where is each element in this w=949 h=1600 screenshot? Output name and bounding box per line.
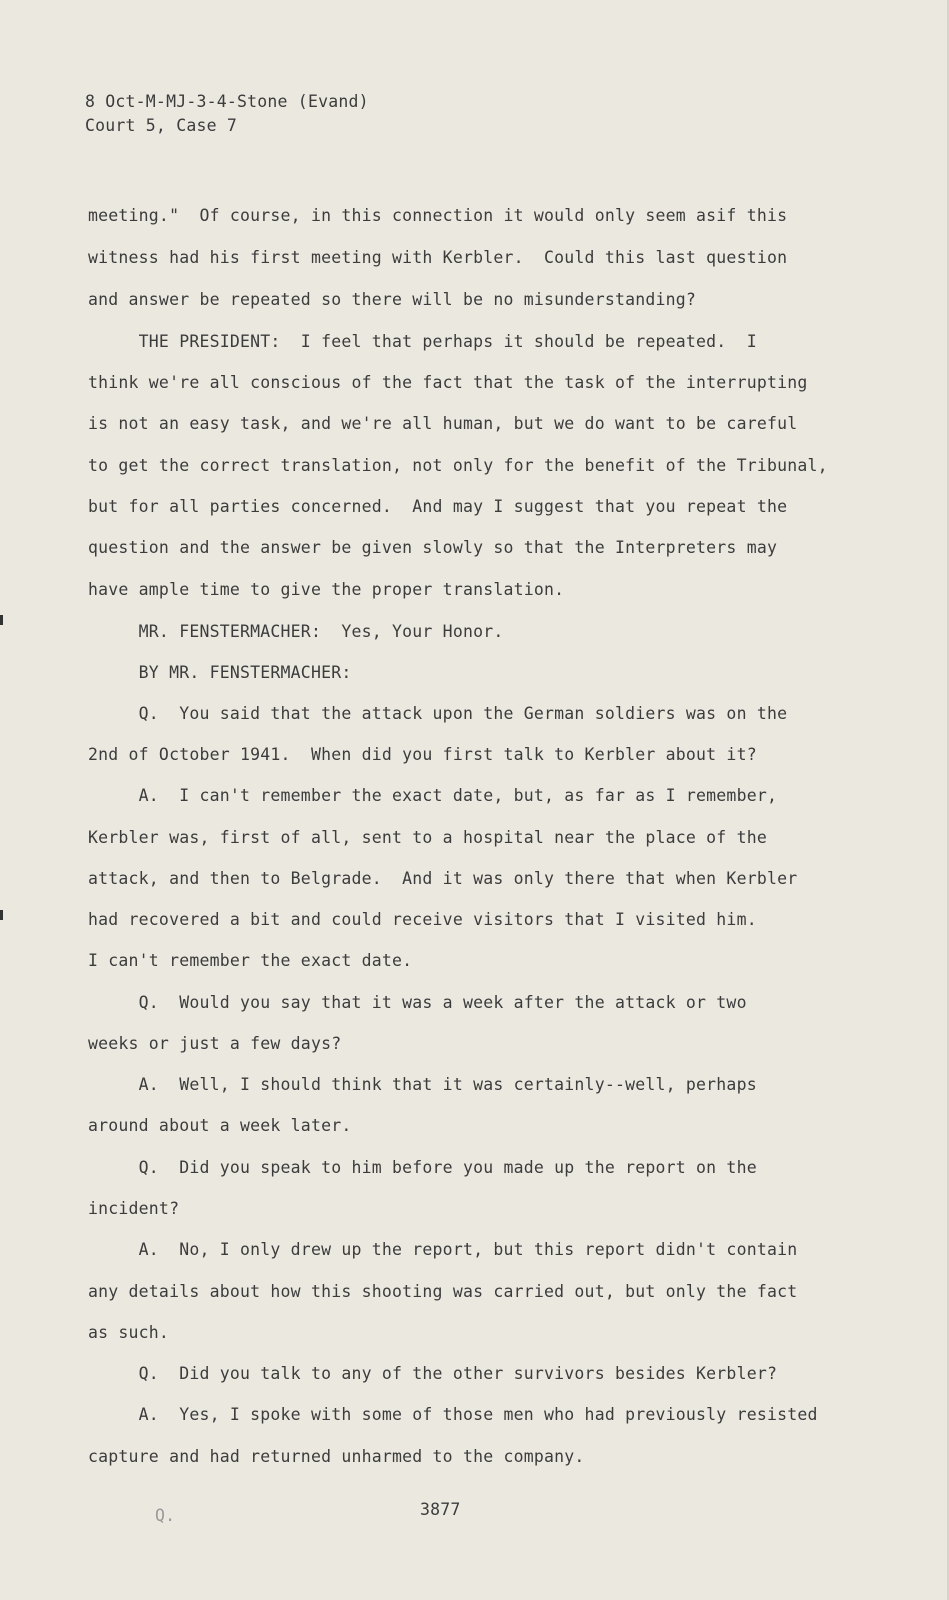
- transcript-line: BY MR. FENSTERMACHER:: [88, 663, 352, 682]
- transcript-line: Kerbler was, first of all, sent to a hospital near the place of the: [88, 828, 767, 847]
- header-court-case: Court 5, Case 7: [85, 116, 238, 135]
- margin-punch-mark: [0, 615, 3, 625]
- transcript-line: 2nd of October 1941. When did you first talk to Kerbler about it?: [88, 745, 757, 764]
- transcript-line: think we're all conscious of the fact that the task of the interrupting: [88, 373, 808, 392]
- transcript-line: have ample time to give the proper translation.: [88, 580, 565, 599]
- transcript-line: had recovered a bit and could receive visitors that I visited him.: [88, 910, 757, 929]
- transcript-line: A. No, I only drew up the report, but this report didn't contain: [88, 1240, 798, 1259]
- transcript-line: and answer be repeated so there will be no misunderstanding?: [88, 290, 697, 309]
- transcript-line: incident?: [88, 1199, 180, 1218]
- header-reference: 8 Oct-M-MJ-3-4-Stone (Evand): [85, 92, 369, 111]
- page-number: 3877: [420, 1500, 461, 1519]
- transcript-line: witness had his first meeting with Kerbler. Could this last question: [88, 248, 788, 267]
- transcript-line: I can't remember the exact date.: [88, 951, 413, 970]
- transcript-line: Q. Did you speak to him before you made up the report on the: [88, 1158, 757, 1177]
- transcript-line: Q. You said that the attack upon the German soldiers was on the: [88, 704, 788, 723]
- transcript-line: attack, and then to Belgrade. And it was only there that when Kerbler: [88, 869, 798, 888]
- transcript-line: capture and had returned unharmed to the company.: [88, 1447, 585, 1466]
- margin-punch-mark: [0, 910, 3, 920]
- transcript-line: THE PRESIDENT: I feel that perhaps it should be repeated. I: [88, 332, 757, 351]
- continuation-mark: Q.: [155, 1506, 176, 1525]
- transcript-line: but for all parties concerned. And may I suggest that you repeat the: [88, 497, 788, 516]
- transcript-line: A. Yes, I spoke with some of those men who had previously resisted: [88, 1405, 818, 1424]
- transcript-line: question and the answer be given slowly so that the Interpreters may: [88, 538, 778, 557]
- transcript-line: meeting." Of course, in this connection it would only seem asif this: [88, 206, 788, 225]
- transcript-line: Q. Did you talk to any of the other survivors besides Kerbler?: [88, 1364, 778, 1383]
- transcript-line: as such.: [88, 1323, 170, 1342]
- transcript-line: A. I can't remember the exact date, but, as far as I remember,: [88, 786, 778, 805]
- transcript-line: Q. Would you say that it was a week after the attack or two: [88, 993, 747, 1012]
- transcript-line: MR. FENSTERMACHER: Yes, Your Honor.: [88, 622, 504, 641]
- page-header: [85, 90, 369, 138]
- transcript-line: A. Well, I should think that it was certainly--well, perhaps: [88, 1075, 757, 1094]
- transcript-line: any details about how this shooting was carried out, but only the fact: [88, 1282, 798, 1301]
- transcript-line: is not an easy task, and we're all human, but we do want to be careful: [88, 414, 798, 433]
- transcript-line: to get the correct translation, not only for the benefit of the Tribunal,: [88, 456, 828, 475]
- transcript-line: weeks or just a few days?: [88, 1034, 342, 1053]
- transcript-line: around about a week later.: [88, 1116, 352, 1135]
